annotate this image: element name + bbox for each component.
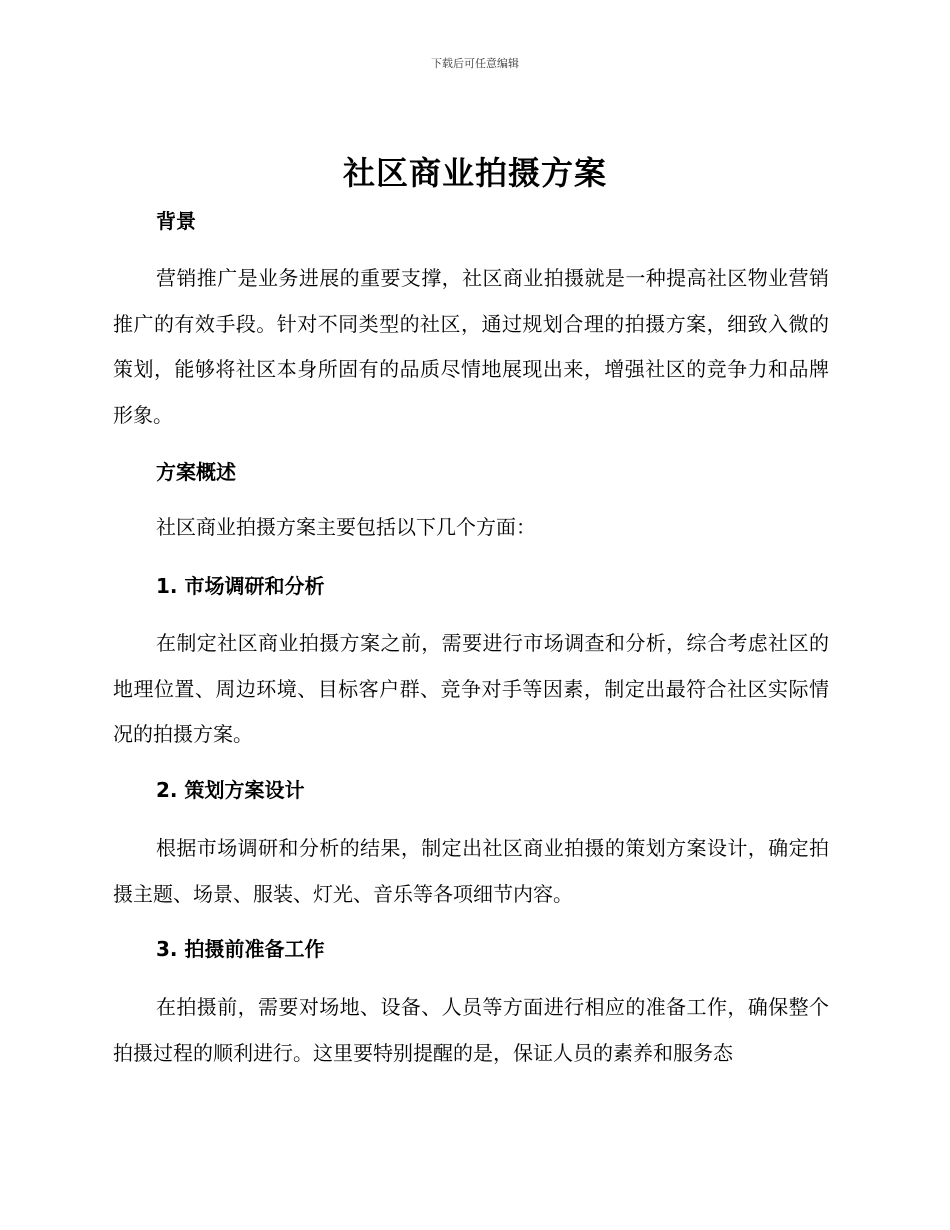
header-note: 下载后可任意编辑: [431, 57, 519, 70]
paragraph-overview: 社区商业拍摄方案主要包括以下几个方面：: [156, 515, 536, 539]
section-heading-planning-design: 2. 策划方案设计: [156, 778, 305, 802]
paragraph-planning-design: 根据市场调研和分析的结果，制定出社区商业拍摄的策划方案设计，确定拍摄主题、场景、服装、灯光、音乐等各项细节内容。: [113, 836, 829, 906]
paragraph-background: 营销推广是业务进展的重要支撑，社区商业拍摄就是一种提高社区物业营销推广的有效手段。针对不同类型的社区，通过规划合理的拍摄方案，细致入微的策划，能够将社区本身所固有的品质尽情地展现出来，增强社区的竞争力和品牌形象。: [113, 266, 829, 427]
document-title: 社区商业拍摄方案: [342, 154, 607, 192]
section-heading-market-research: 1. 市场调研和分析: [156, 574, 325, 598]
paragraph-preparation: 在拍摄前，需要对场地、设备、人员等方面进行相应的准备工作，确保整个拍摄过程的顺利进行。这里要特别提醒的是，保证人员的素养和服务态: [113, 995, 829, 1065]
section-heading-preparation: 3. 拍摄前准备工作: [156, 937, 325, 961]
paragraph-market-research: 在制定社区商业拍摄方案之前，需要进行市场调查和分析，综合考虑社区的地理位置、周边环境、目标客户群、竞争对手等因素，制定出最符合社区实际情况的拍摄方案。: [113, 631, 829, 746]
section-heading-background: 背景: [156, 209, 196, 233]
section-heading-overview: 方案概述: [156, 460, 236, 484]
